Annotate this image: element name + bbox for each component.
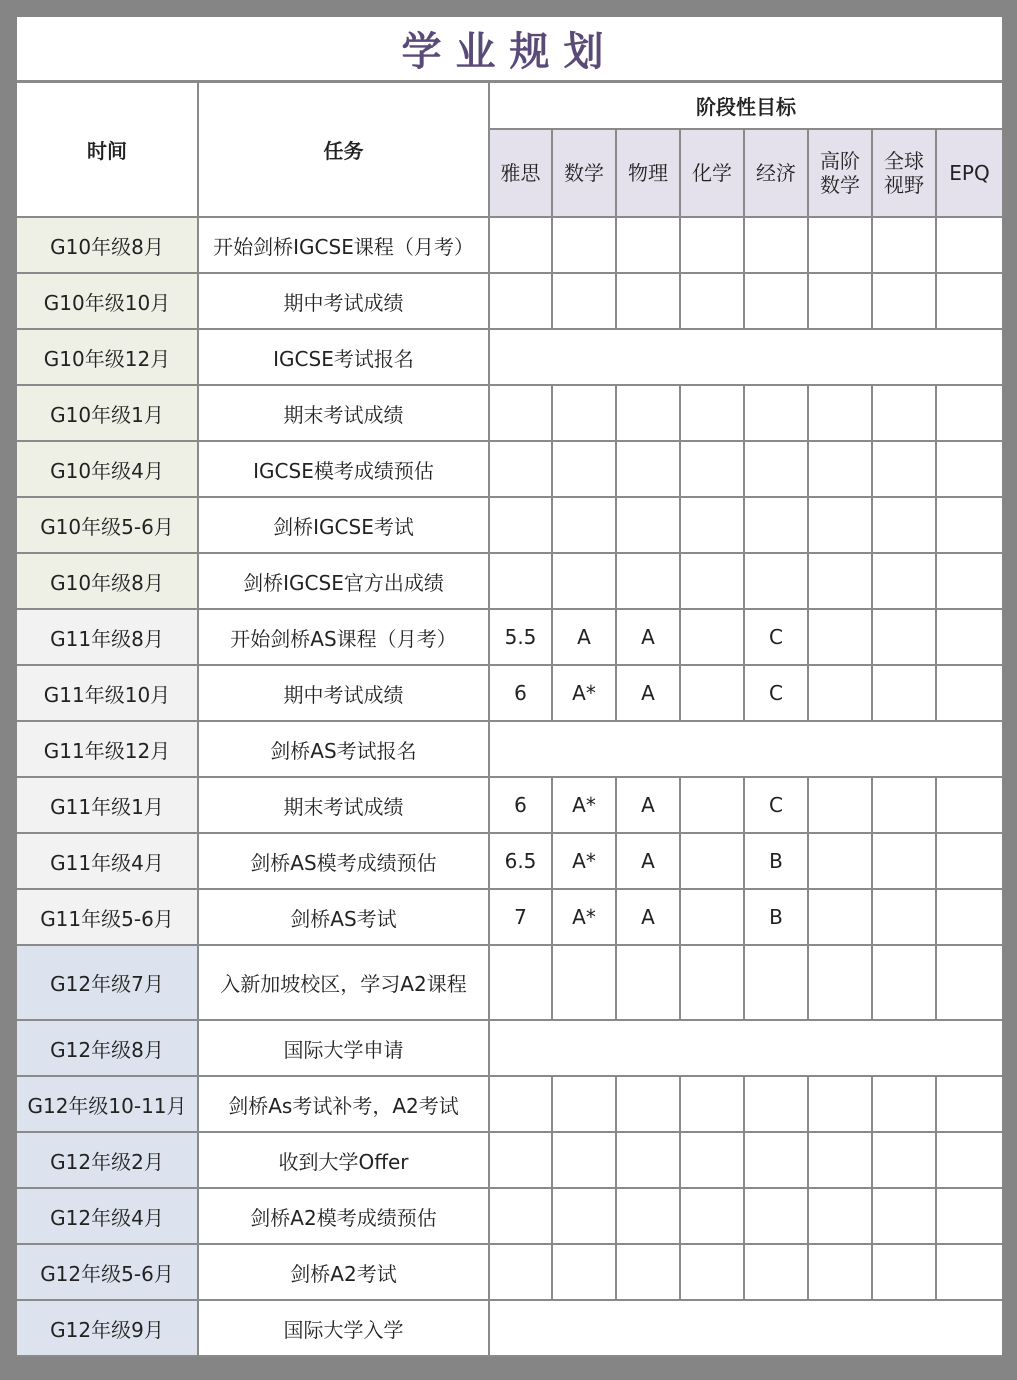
table-row [17, 1244, 1002, 1300]
goal-cell [489, 1244, 552, 1300]
goal-cell [552, 1244, 616, 1300]
time-cell: G11年级12月 [17, 721, 198, 777]
task-cell: 剑桥IGCSE考试 [198, 497, 489, 553]
goal-cell: A* [552, 833, 616, 889]
goal-cell [744, 1244, 808, 1300]
goal-cell [936, 273, 1002, 329]
time-cell: G12年级2月 [17, 1132, 198, 1188]
goal-cell [489, 273, 552, 329]
goal-cell [489, 441, 552, 497]
goal-cell [936, 1188, 1002, 1244]
goal-cell: A [616, 833, 680, 889]
table-row [17, 553, 1002, 609]
goal-cell [680, 889, 744, 945]
table-row [17, 1300, 1002, 1356]
goal-cell [808, 273, 872, 329]
goal-cell [872, 665, 936, 721]
goal-cell [552, 553, 616, 609]
table-row [17, 1020, 1002, 1076]
time-cell: G11年级10月 [17, 665, 198, 721]
subject-header: 雅思 [489, 129, 552, 217]
goal-cell: A [616, 777, 680, 833]
table-row [17, 777, 1002, 833]
time-cell: G12年级8月 [17, 1020, 198, 1076]
goal-cell [872, 553, 936, 609]
goal-cell [552, 385, 616, 441]
subject-header: 物理 [616, 129, 680, 217]
time-cell: G12年级10-11月 [17, 1076, 198, 1132]
task-cell: 开始剑桥IGCSE课程（月考） [198, 217, 489, 273]
goal-cell [489, 1188, 552, 1244]
goal-cell [936, 1076, 1002, 1132]
table-row [17, 945, 1002, 1020]
time-cell: G10年级8月 [17, 553, 198, 609]
goal-cell [808, 1076, 872, 1132]
time-cell: G10年级10月 [17, 273, 198, 329]
academic-plan-sheet [17, 17, 1002, 1357]
goal-cell [616, 385, 680, 441]
goal-cell [680, 1244, 744, 1300]
table-row [17, 1188, 1002, 1244]
time-cell: G12年级4月 [17, 1188, 198, 1244]
goal-cell [808, 609, 872, 665]
goal-cell [872, 497, 936, 553]
time-cell: G11年级8月 [17, 609, 198, 665]
subject-header: 经济 [744, 129, 808, 217]
goal-cell [936, 777, 1002, 833]
goal-cell [552, 1132, 616, 1188]
goal-cell: A* [552, 665, 616, 721]
goal-cell [744, 273, 808, 329]
goal-cell [936, 889, 1002, 945]
goal-cell [680, 273, 744, 329]
goal-cell [552, 441, 616, 497]
goal-cell [680, 385, 744, 441]
subject-header: 高阶 数学 [808, 129, 872, 217]
goal-cell [872, 777, 936, 833]
goal-cell [744, 217, 808, 273]
goal-cell [680, 553, 744, 609]
time-cell: G10年级8月 [17, 217, 198, 273]
task-cell: 收到大学Offer [198, 1132, 489, 1188]
goal-cell [808, 889, 872, 945]
goal-cell [680, 777, 744, 833]
task-cell: 国际大学入学 [198, 1300, 489, 1356]
time-cell: G11年级5-6月 [17, 889, 198, 945]
goal-cell [872, 217, 936, 273]
table-row [17, 1132, 1002, 1188]
subject-header: EPQ [936, 129, 1002, 217]
goal-cell: C [744, 777, 808, 833]
goal-cell: A* [552, 889, 616, 945]
table-row [17, 833, 1002, 889]
goal-cell: A [616, 609, 680, 665]
goal-cell [680, 833, 744, 889]
goal-cell [680, 497, 744, 553]
goal-cell: C [744, 665, 808, 721]
goal-cell: 6 [489, 665, 552, 721]
goal-cell: C [744, 609, 808, 665]
goal-cell [680, 945, 744, 1020]
goal-cell [808, 497, 872, 553]
goal-cell [744, 497, 808, 553]
goal-cell [680, 1188, 744, 1244]
table-row [17, 385, 1002, 441]
goal-cell [489, 385, 552, 441]
task-cell: 入新加坡校区，学习A2课程 [198, 945, 489, 1020]
table-row [17, 609, 1002, 665]
goal-cell [872, 889, 936, 945]
header-time: 时间 [17, 83, 198, 217]
goal-cell [936, 497, 1002, 553]
goal-cell [936, 665, 1002, 721]
merged-goal-cell [489, 329, 1002, 385]
goal-cell: B [744, 889, 808, 945]
goal-cell [936, 1244, 1002, 1300]
task-cell: 剑桥AS考试 [198, 889, 489, 945]
time-cell: G10年级4月 [17, 441, 198, 497]
subject-header: 化学 [680, 129, 744, 217]
goal-cell [808, 777, 872, 833]
goal-cell [616, 1244, 680, 1300]
goal-cell: A [552, 609, 616, 665]
goal-cell [936, 1132, 1002, 1188]
goal-cell [680, 1076, 744, 1132]
goal-cell [680, 609, 744, 665]
table-row [17, 329, 1002, 385]
goal-cell [489, 945, 552, 1020]
goal-cell [808, 1244, 872, 1300]
goal-cell: A [616, 889, 680, 945]
time-cell: G10年级5-6月 [17, 497, 198, 553]
goal-cell [616, 1076, 680, 1132]
goal-cell [552, 1188, 616, 1244]
task-cell: 剑桥AS考试报名 [198, 721, 489, 777]
goal-cell: 7 [489, 889, 552, 945]
goal-cell [872, 1244, 936, 1300]
goal-cell [616, 945, 680, 1020]
task-cell: 剑桥A2模考成绩预估 [198, 1188, 489, 1244]
goal-cell [872, 609, 936, 665]
goal-cell [552, 273, 616, 329]
goal-cell [489, 1132, 552, 1188]
task-cell: 期中考试成绩 [198, 273, 489, 329]
goal-cell [872, 1188, 936, 1244]
table-row [17, 441, 1002, 497]
goal-cell [744, 553, 808, 609]
goal-cell [552, 497, 616, 553]
header-goals: 阶段性目标 [489, 83, 1002, 129]
time-cell: G10年级12月 [17, 329, 198, 385]
goal-cell [808, 833, 872, 889]
goal-cell: 6 [489, 777, 552, 833]
goal-cell [872, 833, 936, 889]
goal-cell [872, 1132, 936, 1188]
goal-cell [616, 441, 680, 497]
goal-cell [616, 217, 680, 273]
task-cell: 剑桥IGCSE官方出成绩 [198, 553, 489, 609]
goal-cell [616, 497, 680, 553]
goal-cell: B [744, 833, 808, 889]
goal-cell [680, 217, 744, 273]
table-row [17, 665, 1002, 721]
goal-cell [616, 1188, 680, 1244]
goal-cell: 5.5 [489, 609, 552, 665]
goal-cell: A* [552, 777, 616, 833]
table-row [17, 889, 1002, 945]
goal-cell [808, 945, 872, 1020]
goal-cell [552, 945, 616, 1020]
subject-header: 全球 视野 [872, 129, 936, 217]
merged-goal-cell [489, 721, 1002, 777]
goal-cell [808, 385, 872, 441]
time-cell: G11年级4月 [17, 833, 198, 889]
task-cell: 开始剑桥AS课程（月考） [198, 609, 489, 665]
goal-cell [744, 385, 808, 441]
goal-cell: 6.5 [489, 833, 552, 889]
page-title: 学业规划 [17, 17, 1002, 83]
goal-cell [872, 1076, 936, 1132]
goal-cell [744, 1076, 808, 1132]
task-cell: 剑桥AS模考成绩预估 [198, 833, 489, 889]
goal-cell [936, 217, 1002, 273]
task-cell: 期末考试成绩 [198, 385, 489, 441]
time-cell: G12年级7月 [17, 945, 198, 1020]
goal-cell [744, 945, 808, 1020]
merged-goal-cell [489, 1020, 1002, 1076]
goal-cell [744, 441, 808, 497]
goal-cell [616, 273, 680, 329]
goal-cell [616, 1132, 680, 1188]
goal-cell [808, 217, 872, 273]
task-cell: 期末考试成绩 [198, 777, 489, 833]
goal-cell [808, 665, 872, 721]
table-row [17, 721, 1002, 777]
table-row [17, 1076, 1002, 1132]
header-task: 任务 [198, 83, 489, 217]
goal-cell [489, 1076, 552, 1132]
goal-cell [872, 441, 936, 497]
goal-cell [489, 217, 552, 273]
goal-cell: A [616, 665, 680, 721]
goal-cell [680, 665, 744, 721]
plan-table [17, 83, 1002, 1357]
task-cell: 期中考试成绩 [198, 665, 489, 721]
subject-header: 数学 [552, 129, 616, 217]
task-cell: IGCSE模考成绩预估 [198, 441, 489, 497]
goal-cell [680, 441, 744, 497]
table-row [17, 273, 1002, 329]
goal-cell [489, 497, 552, 553]
goal-cell [489, 553, 552, 609]
goal-cell [936, 385, 1002, 441]
time-cell: G11年级1月 [17, 777, 198, 833]
goal-cell [808, 1188, 872, 1244]
table-row [17, 217, 1002, 273]
table-row [17, 497, 1002, 553]
goal-cell [936, 553, 1002, 609]
goal-cell [872, 273, 936, 329]
goal-cell [616, 553, 680, 609]
goal-cell [872, 385, 936, 441]
task-cell: IGCSE考试报名 [198, 329, 489, 385]
goal-cell [808, 1132, 872, 1188]
goal-cell [808, 553, 872, 609]
goal-cell [808, 441, 872, 497]
goal-cell [936, 833, 1002, 889]
goal-cell [552, 217, 616, 273]
task-cell: 剑桥A2考试 [198, 1244, 489, 1300]
task-cell: 国际大学申请 [198, 1020, 489, 1076]
goal-cell [744, 1188, 808, 1244]
time-cell: G12年级9月 [17, 1300, 198, 1356]
goal-cell [936, 609, 1002, 665]
goal-cell [936, 945, 1002, 1020]
time-cell: G12年级5-6月 [17, 1244, 198, 1300]
goal-cell [936, 441, 1002, 497]
goal-cell [680, 1132, 744, 1188]
task-cell: 剑桥As考试补考，A2考试 [198, 1076, 489, 1132]
goal-cell [872, 945, 936, 1020]
merged-goal-cell [489, 1300, 1002, 1356]
goal-cell [744, 1132, 808, 1188]
goal-cell [552, 1076, 616, 1132]
time-cell: G10年级1月 [17, 385, 198, 441]
